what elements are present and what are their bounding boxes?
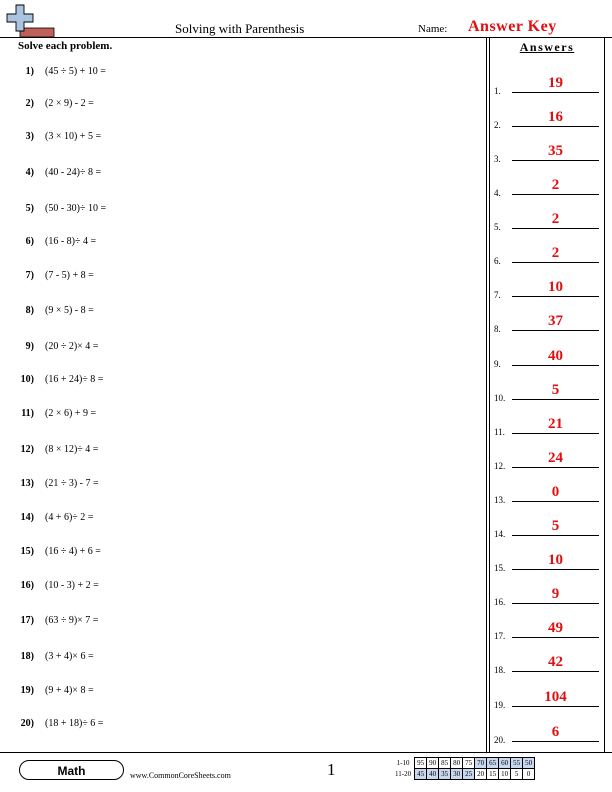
answer-row [494,514,602,538]
problem-number: 12) [20,444,34,455]
score-cell: 5 [511,769,523,780]
answer-number: 4. [494,188,501,198]
answer-number: 8. [494,324,501,334]
answer-number: 2. [494,120,501,130]
score-cell: 25 [463,769,475,780]
answer-number: 12. [494,461,506,471]
score-cell: 40 [427,769,439,780]
answer-value: 40 [548,348,563,364]
answer-number: 7. [494,290,501,300]
answer-value: 19 [548,75,563,91]
answer-number: 19. [494,700,506,710]
answer-value: 5 [551,518,560,534]
answer-row [494,241,602,265]
answer-line [512,603,599,604]
answer-row [494,71,602,95]
problem-expression: (50 - 30)÷ 10 = [45,203,107,214]
answer-line [512,262,599,263]
answer-value: 49 [548,620,563,636]
answer-line [512,330,599,331]
answer-value: 10 [548,552,563,568]
answer-row [494,650,602,674]
answer-line [512,501,599,502]
score-row-label: 1-10 [396,759,410,767]
answer-value: 24 [548,450,563,466]
answer-value: 37 [548,313,563,329]
answer-row [494,582,602,606]
answer-number: 18. [494,665,506,675]
score-row [393,758,535,769]
answer-number: 16. [494,597,506,607]
answer-column-divider [486,37,487,753]
answer-number: 15. [494,563,506,573]
answer-line [512,467,599,468]
problem-number: 9) [25,341,34,352]
score-row [393,769,535,780]
problem-expression: (63 ÷ 9)× 7 = [45,615,99,626]
answer-line [512,296,599,297]
score-cell: 20 [475,769,487,780]
answer-number: 3. [494,154,501,164]
problem-expression: (16 + 24)÷ 8 = [45,374,104,385]
answer-value: 16 [548,109,563,125]
answer-column-divider-inner [489,37,490,753]
answer-line [512,433,599,434]
score-cell: 70 [475,758,487,769]
answer-line [512,92,599,93]
score-cell: 30 [451,769,463,780]
answer-row [494,616,602,640]
problem-expression: (16 ÷ 4) + 6 = [45,546,101,557]
problem-expression: (4 + 6)÷ 2 = [45,512,94,523]
problem-expression: (18 + 18)÷ 6 = [45,718,104,729]
score-cell: 0 [523,769,535,780]
answer-row [494,309,602,333]
score-cell: 60 [499,758,511,769]
score-cell: 85 [439,758,451,769]
problem-number: 15) [20,546,34,557]
problem-number: 20) [20,718,34,729]
problem-expression: (9 + 4)× 8 = [45,685,94,696]
problem-number: 7) [25,270,34,281]
problem-number: 2) [25,98,34,109]
answer-value: 10 [548,279,563,295]
problem-number: 1) [25,66,34,77]
answer-row [494,412,602,436]
answer-row [494,275,602,299]
problem-expression: (9 × 5) - 8 = [45,305,94,316]
problem-number: 8) [25,305,34,316]
top-divider [0,37,612,38]
problem-expression: (20 ÷ 2)× 4 = [45,341,99,352]
problem-number: 4) [25,167,34,178]
name-label: Name: [418,23,448,35]
website-link[interactable]: www.CommonCoreSheets.com [130,771,231,780]
answer-line [512,194,599,195]
problem-expression: (7 - 5) + 8 = [45,270,94,281]
answer-number: 6. [494,256,501,266]
answer-number: 1. [494,86,501,96]
score-cell: 75 [463,758,475,769]
problem-expression: (21 ÷ 3) - 7 = [45,478,99,489]
answer-number: 17. [494,631,506,641]
score-cell: 10 [499,769,511,780]
score-cell: 15 [487,769,499,780]
answer-row [494,480,602,504]
answer-row [494,446,602,470]
answer-line [512,671,599,672]
answer-line [512,126,599,127]
answer-row [494,720,602,744]
instructions: Solve each problem. [18,40,113,52]
problem-expression: (2 × 6) + 9 = [45,408,97,419]
score-cell: 50 [523,758,535,769]
worksheet-title: Solving with Parenthesis [175,21,305,36]
answer-line [512,741,599,742]
score-cell: 55 [511,758,523,769]
answer-row [494,685,602,709]
answer-value: 5 [551,382,560,398]
problem-expression: (40 - 24)÷ 8 = [45,167,102,178]
score-cell: 95 [415,758,427,769]
problem-expression: (2 × 9) - 2 = [45,98,94,109]
problem-number: 19) [20,685,34,696]
answer-line [512,365,599,366]
answer-value: 0 [551,484,560,500]
answer-value: 42 [548,654,563,670]
answer-value: 35 [548,143,563,159]
plus-cross-logo-icon [4,4,56,38]
problem-number: 17) [20,615,34,626]
problem-number: 6) [25,236,34,247]
answer-line [512,160,599,161]
answer-number: 11. [494,427,505,437]
page-number: 1 [327,760,336,779]
answer-value: 2 [551,177,560,193]
right-border [604,37,605,753]
answer-row [494,207,602,231]
subject-badge: Math [19,760,124,780]
score-cell: 35 [439,769,451,780]
score-table [393,757,535,780]
problem-expression: (10 - 3) + 2 = [45,580,99,591]
problem-expression: (16 - 8)÷ 4 = [45,236,97,247]
answer-value: 6 [551,724,560,740]
answer-number: 9. [494,359,501,369]
problem-number: 13) [20,478,34,489]
answer-value: 2 [551,245,560,261]
answer-row [494,378,602,402]
answer-line [512,706,599,707]
answer-value: 2 [551,211,560,227]
answers-heading: Answers [519,40,575,54]
problem-number: 3) [25,131,34,142]
answer-number: 20. [494,735,506,745]
score-cell: 90 [427,758,439,769]
problem-number: 18) [20,651,34,662]
answer-row [494,173,602,197]
answer-value: 21 [548,416,563,432]
score-cell: 65 [487,758,499,769]
answer-number: 5. [494,222,501,232]
answer-number: 14. [494,529,506,539]
answer-value: 9 [551,586,560,602]
answer-number: 13. [494,495,506,505]
score-row-label: 11-20 [395,770,412,778]
bottom-divider [0,752,612,753]
problem-number: 16) [20,580,34,591]
answer-line [512,569,599,570]
problem-number: 10) [20,374,34,385]
answer-number: 10. [494,393,506,403]
answer-row [494,139,602,163]
problem-number: 14) [20,512,34,523]
score-cell: 80 [451,758,463,769]
problem-expression: (45 ÷ 5) + 10 = [45,66,106,77]
problem-expression: (8 × 12)÷ 4 = [45,444,99,455]
answer-key-label: Answer Key [468,18,557,35]
problem-expression: (3 × 10) + 5 = [45,131,102,142]
problem-expression: (3 + 4)× 6 = [45,651,94,662]
score-cell: 45 [415,769,427,780]
answer-line [512,637,599,638]
answer-line [512,228,599,229]
answer-value: 104 [544,689,567,705]
answer-row [494,344,602,368]
answer-row [494,548,602,572]
answer-line [512,399,599,400]
answer-row [494,105,602,129]
problem-number: 11) [21,408,34,419]
problem-number: 5) [25,203,34,214]
answer-line [512,535,599,536]
